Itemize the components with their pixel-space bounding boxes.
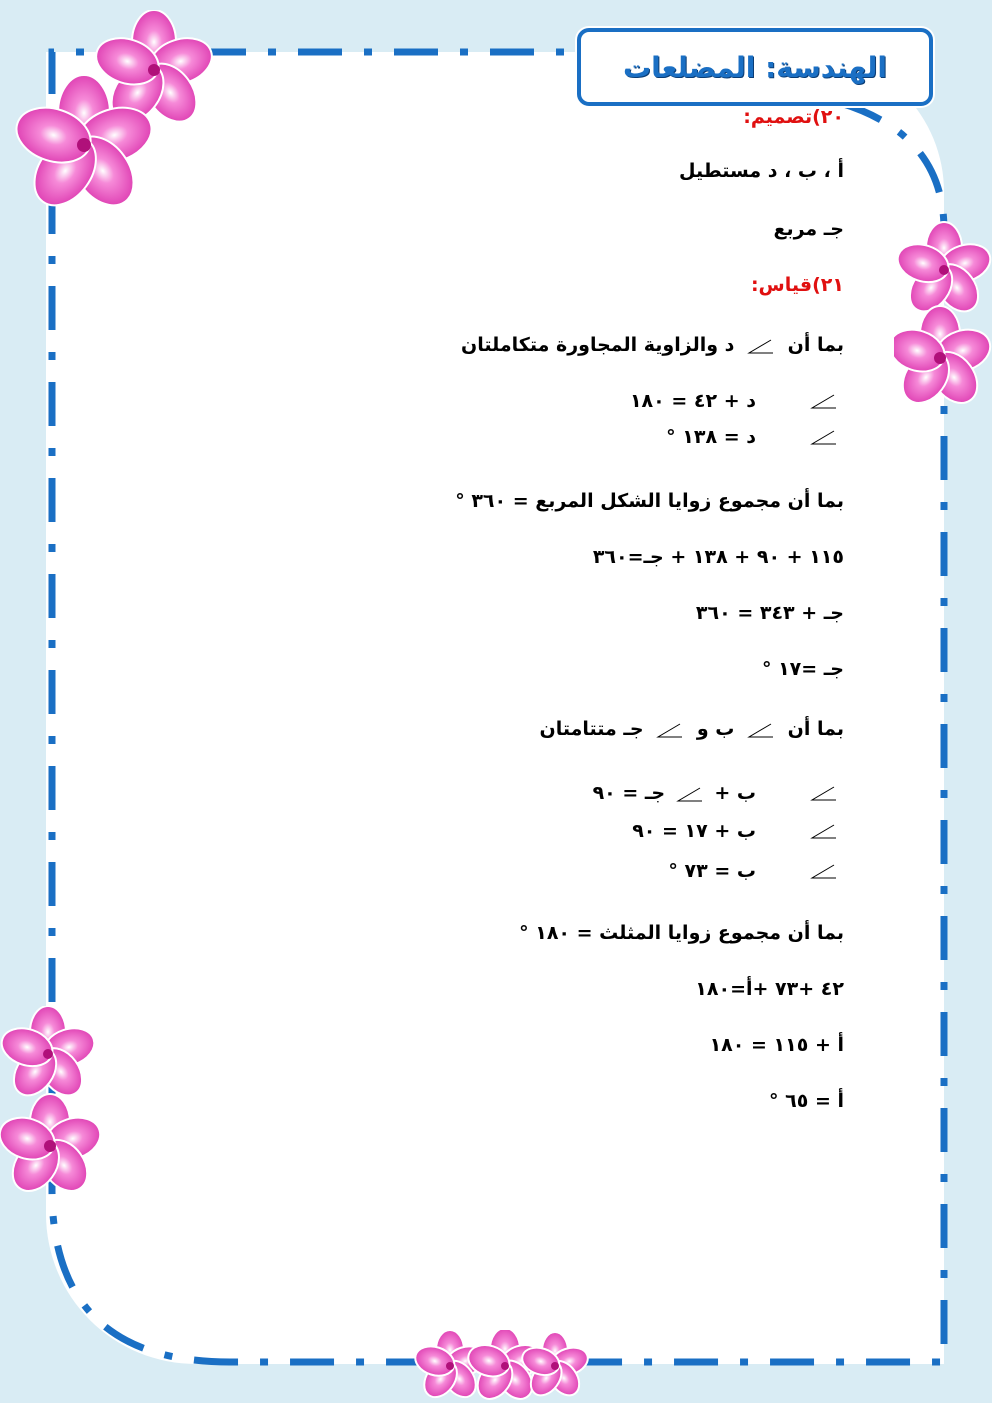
angle-icon	[810, 784, 838, 802]
statement-text: ب و	[696, 718, 735, 740]
equation-line: ٤٢ +٧٣ +أ=١٨٠	[695, 978, 844, 1000]
statement-triangle-sum: بما أن مجموع زوايا المثلث = ١٨٠ °	[519, 922, 844, 944]
calc-row	[584, 820, 844, 846]
calc-part: ب +	[714, 782, 756, 804]
equation-line: أ = ٦٥ °	[769, 1090, 844, 1112]
calc-row	[584, 426, 844, 452]
angle-icon	[676, 785, 704, 803]
calc-row	[584, 390, 844, 416]
equation-line: أ + ١١٥ = ١٨٠	[709, 1034, 844, 1056]
angle-icon	[810, 428, 838, 446]
statement-supplementary	[461, 334, 844, 356]
calc-equation: ب = ٧٣ °	[668, 860, 756, 882]
angle-icon	[810, 862, 838, 880]
calc-part: جـ = ٩٠	[592, 782, 666, 804]
page-title: الهندسة: المضلعات	[622, 50, 888, 84]
equation-line: جـ + ٣٤٣ = ٣٦٠	[695, 602, 844, 624]
statement-text: جـ متتامتان	[539, 718, 644, 740]
flower-decoration-right	[894, 220, 992, 410]
section-21-heading: ٢١)قياس:	[750, 274, 844, 296]
flower-decoration-top-left	[4, 10, 224, 210]
statement-text: د والزاوية المجاورة متكاملتان	[461, 334, 735, 356]
page-sheet	[46, 52, 944, 1364]
statement-prefix: بما أن	[787, 334, 844, 356]
section-20-heading: ٢٠)تصميم:	[743, 106, 844, 128]
statement-square-sum: بما أن مجموع زوايا الشكل المربع = ٣٦٠ °	[455, 490, 844, 512]
calc-equation: د = ١٣٨ °	[666, 426, 756, 448]
equation-line: جـ =١٧ °	[761, 658, 844, 680]
design-line-square: جـ مربع	[773, 218, 844, 240]
calc-row	[564, 782, 844, 808]
calc-equation	[593, 782, 756, 804]
angle-icon	[810, 822, 838, 840]
angle-icon	[656, 721, 684, 739]
calc-equation: ب + ١٧ = ٩٠	[632, 820, 756, 842]
angle-icon	[747, 721, 775, 739]
flower-decoration-bottom	[410, 1330, 590, 1403]
statement-prefix: بما أن	[787, 718, 844, 740]
title-box	[577, 28, 933, 106]
angle-icon	[747, 337, 775, 355]
equation-line: ١١٥ + ٩٠ + ١٣٨ + جـ=٣٦٠	[592, 546, 844, 568]
design-line-rectangle: أ ، ب ، د مستطيل	[679, 160, 844, 182]
flower-decoration-left	[0, 1006, 100, 1198]
angle-icon	[810, 392, 838, 410]
statement-complementary	[540, 718, 844, 740]
calc-equation: د + ٤٢ = ١٨٠	[629, 390, 756, 412]
calc-row	[584, 860, 844, 886]
